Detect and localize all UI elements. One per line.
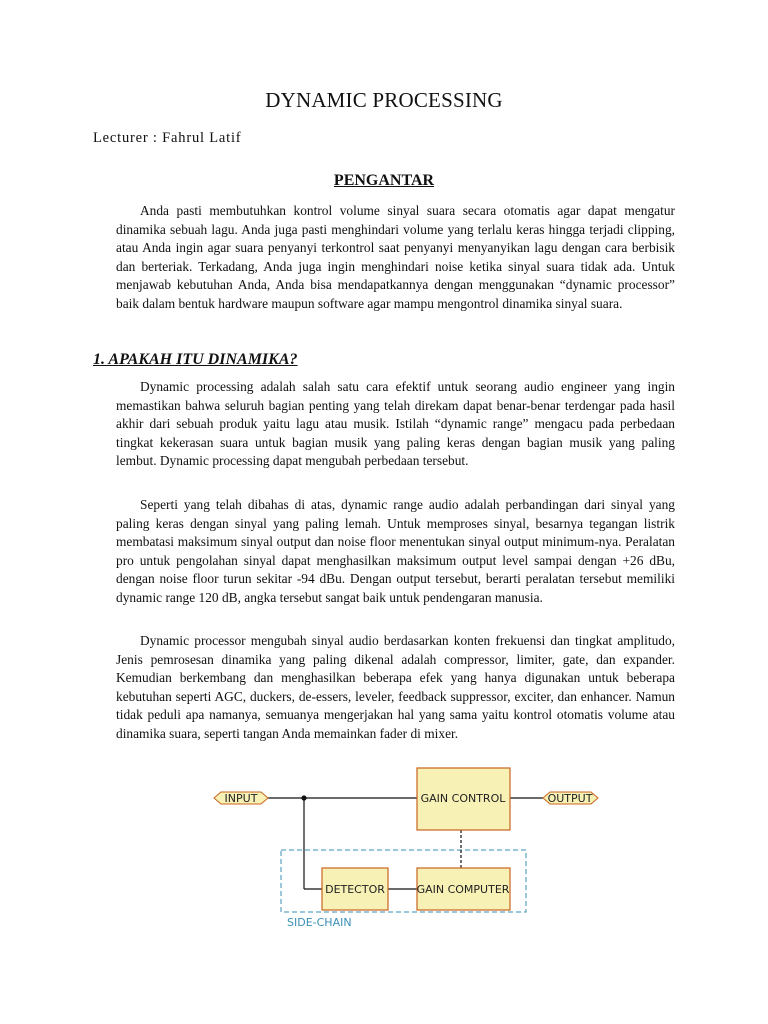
- output-label: OUTPUT: [547, 792, 593, 805]
- input-label: INPUT: [224, 792, 258, 805]
- gain-control-label: GAIN CONTROL: [420, 792, 506, 805]
- gain-computer-label: GAIN COMPUTER: [416, 883, 510, 896]
- section1-paragraph-2: Seperti yang telah dibahas di atas, dynamic range audio adalah perbandingan dari sinyal yang paling keras dengan sinyal yang paling lemah. Untuk memproses sinyal, besarnya tegangan listrik membatasi maksimum sinyal output dan noise floor menentukan sinyal output minimum-nya. Peralatan pro untuk pengolahan sinyal dapat menghasilkan maksimum output level sampai dengan +26 dBu, dengan noise floor turun sekitar -94 dBu. Dengan output tersebut, berarti peralatan tersebut memiliki dynamic range 120 dB, angka tersebut sangat baik untuk pendengaran manusia.: [116, 497, 675, 605]
- side-chain-label: SIDE-CHAIN: [287, 916, 352, 929]
- intro-paragraph: Anda pasti membutuhkan kontrol volume sinyal suara secara otomatis agar dapat mengatur dinamika sebuah lagu. Anda juga pasti menghindari volume yang terlalu keras hingga terjadi clipping, atau Anda ingin agar suara penyanyi terkontrol saat penyanyi menyanyikan lagu dengan cara berbisik dan berteriak. Terkadang, Anda juga ingin menghindari noise ketika sinyal suara tidak ada. Untuk menjawab kebutuhan Anda, Anda bisa mendapatkannya dengan menggunakan “dynamic processor” baik dalam bentuk hardware maupun software agar mampu mengontrol dinamika sinyal suara.: [116, 203, 675, 311]
- dynamic-processor-diagram: [205, 762, 617, 934]
- section1-paragraph-1: Dynamic processing adalah salah satu cara efektif untuk seorang audio engineer yang ingin memastikan bahwa seluruh bagian penting yang telah direkam dapat benar-benar terdengar pada hasil akhir dari sebuah produk yaitu lagu atau musik. Istilah “dynamic range” mengacu pada perbedaan tingkat kekerasan suara untuk bagian musik yang paling keras dengan bagian musik yang paling lembut. Dynamic processing dapat mengubah perbedaan tersebut.: [116, 379, 675, 469]
- detector-label: DETECTOR: [325, 883, 385, 896]
- section1-heading: 1. APAKAH ITU DINAMIKA?: [93, 351, 298, 368]
- lecturer-line: Lecturer : Fahrul Latif: [93, 130, 242, 146]
- document-title: DYNAMIC PROCESSING: [265, 88, 503, 112]
- intro-heading: PENGANTAR: [333, 172, 435, 189]
- section1-paragraph-3: Dynamic processor mengubah sinyal audio berdasarkan konten frekuensi dan tingkat amplitudo, Jenis pemrosesan dinamika yang paling dikenal adalah compressor, limiter, gate, dan expander. Kemudian berkembang dan menghasilkan beberapa efek yang hanya digunakan untuk beberapa kebutuhan seperti AGC, duckers, de-essers, leveler, feedback suppressor, exciter, dan enhancer. Namun tidak peduli apa namanya, semuanya mengerjakan hal yang sama yaitu kontrol otomatis volume atau dinamika suara, seperti tangan Anda memainkan fader di mixer.: [116, 633, 675, 741]
